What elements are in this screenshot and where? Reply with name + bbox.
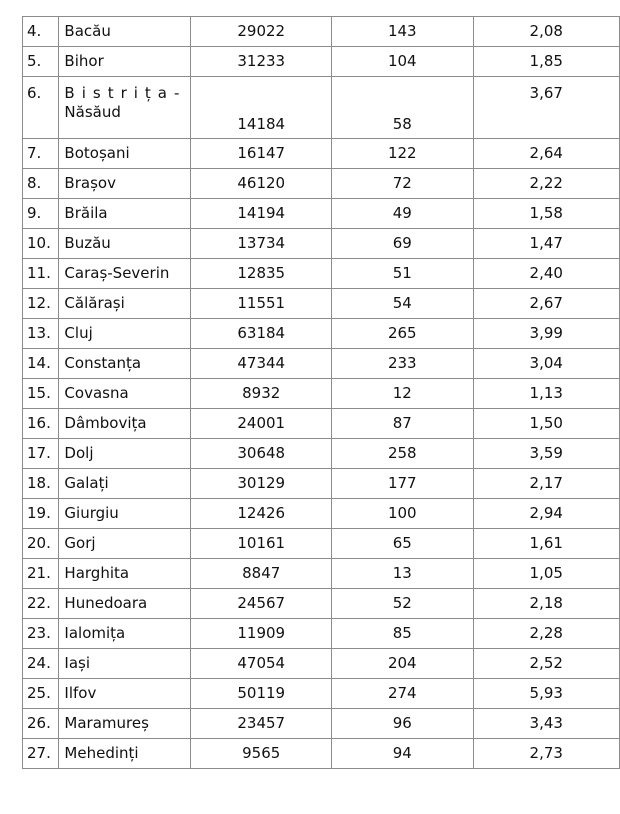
value-col-3: 2,94: [473, 499, 619, 529]
county-name-line-1: Bistrița-: [64, 84, 187, 102]
value-col-1: 46120: [191, 169, 332, 199]
county-name: Călărași: [59, 289, 191, 319]
value-col-2: 72: [332, 169, 473, 199]
row-number: 10.: [23, 229, 59, 259]
table-row: [23, 589, 620, 619]
table-row: [23, 319, 620, 349]
table-row: [23, 409, 620, 439]
row-number: 27.: [23, 739, 59, 769]
row-number: 9.: [23, 199, 59, 229]
value-col-1: 13734: [191, 229, 332, 259]
value-col-3: 5,93: [473, 679, 619, 709]
county-name: [59, 77, 191, 139]
county-name: Iași: [59, 649, 191, 679]
table-row: [23, 229, 620, 259]
value-col-3: 2,08: [473, 17, 619, 47]
county-name: Harghita: [59, 559, 191, 589]
value-col-2: 258: [332, 439, 473, 469]
table-row: [23, 649, 620, 679]
value-col-3: 2,52: [473, 649, 619, 679]
value-col-1: 12426: [191, 499, 332, 529]
value-col-3: 2,22: [473, 169, 619, 199]
value-col-2: 69: [332, 229, 473, 259]
value-col-2: 12: [332, 379, 473, 409]
row-number: 24.: [23, 649, 59, 679]
table-row: [23, 529, 620, 559]
value-col-2: 85: [332, 619, 473, 649]
value-col-1: 8847: [191, 559, 332, 589]
table-row: [23, 709, 620, 739]
county-name-line-2: Năsăud: [64, 103, 121, 121]
value-col-3: 3,99: [473, 319, 619, 349]
value-col-1: 23457: [191, 709, 332, 739]
row-number: 7.: [23, 139, 59, 169]
county-name: Gorj: [59, 529, 191, 559]
table-row: [23, 289, 620, 319]
table-row: [23, 77, 620, 139]
county-name: Buzău: [59, 229, 191, 259]
county-name: Galați: [59, 469, 191, 499]
value-col-2: 96: [332, 709, 473, 739]
value-col-1: 24567: [191, 589, 332, 619]
value-col-3: 1,58: [473, 199, 619, 229]
county-name: Covasna: [59, 379, 191, 409]
table-row: [23, 169, 620, 199]
county-name: Dâmbovița: [59, 409, 191, 439]
county-name: Bihor: [59, 47, 191, 77]
value-col-1: 14184: [191, 77, 332, 139]
row-number: 6.: [23, 77, 59, 139]
county-name: Ialomița: [59, 619, 191, 649]
value-col-1: 63184: [191, 319, 332, 349]
value-col-1: 12835: [191, 259, 332, 289]
table-row: [23, 619, 620, 649]
value-col-2: 265: [332, 319, 473, 349]
table-row: [23, 47, 620, 77]
value-col-1: 11551: [191, 289, 332, 319]
value-col-1: 16147: [191, 139, 332, 169]
value-col-2: 143: [332, 17, 473, 47]
value-col-1: 50119: [191, 679, 332, 709]
county-data-table: [22, 16, 620, 769]
table-row: [23, 679, 620, 709]
value-col-1: 29022: [191, 17, 332, 47]
value-col-1: 24001: [191, 409, 332, 439]
value-col-3: 1,05: [473, 559, 619, 589]
county-name: Mehedinți: [59, 739, 191, 769]
row-number: 21.: [23, 559, 59, 589]
value-col-3: 2,40: [473, 259, 619, 289]
row-number: 15.: [23, 379, 59, 409]
row-number: 13.: [23, 319, 59, 349]
value-col-2: 177: [332, 469, 473, 499]
row-number: 23.: [23, 619, 59, 649]
value-col-1: 9565: [191, 739, 332, 769]
row-number: 18.: [23, 469, 59, 499]
value-col-3: 2,17: [473, 469, 619, 499]
value-col-2: 274: [332, 679, 473, 709]
value-col-2: 52: [332, 589, 473, 619]
value-col-3: 1,61: [473, 529, 619, 559]
table-row: [23, 17, 620, 47]
row-number: 11.: [23, 259, 59, 289]
value-col-3: 2,67: [473, 289, 619, 319]
county-name: Maramureș: [59, 709, 191, 739]
table-row: [23, 559, 620, 589]
value-col-2: 58: [332, 77, 473, 139]
value-col-3: 3,59: [473, 439, 619, 469]
value-col-2: 54: [332, 289, 473, 319]
row-number: 26.: [23, 709, 59, 739]
value-col-2: 233: [332, 349, 473, 379]
table-row: [23, 379, 620, 409]
table-row: [23, 199, 620, 229]
value-col-1: 30648: [191, 439, 332, 469]
row-number: 25.: [23, 679, 59, 709]
value-col-3: 1,85: [473, 47, 619, 77]
value-col-1: 10161: [191, 529, 332, 559]
value-col-1: 30129: [191, 469, 332, 499]
row-number: 17.: [23, 439, 59, 469]
county-name: Ilfov: [59, 679, 191, 709]
value-col-3: 1,47: [473, 229, 619, 259]
value-col-3: 3,43: [473, 709, 619, 739]
value-col-3: 2,73: [473, 739, 619, 769]
value-col-3: 1,50: [473, 409, 619, 439]
county-name: Botoșani: [59, 139, 191, 169]
county-name: Brăila: [59, 199, 191, 229]
value-col-1: 47054: [191, 649, 332, 679]
county-name: Caraș-Severin: [59, 259, 191, 289]
value-col-2: 51: [332, 259, 473, 289]
value-col-2: 104: [332, 47, 473, 77]
value-col-2: 13: [332, 559, 473, 589]
value-col-2: 87: [332, 409, 473, 439]
row-number: 19.: [23, 499, 59, 529]
county-name: Brașov: [59, 169, 191, 199]
value-col-1: 8932: [191, 379, 332, 409]
county-name: Bacău: [59, 17, 191, 47]
table-row: [23, 349, 620, 379]
value-col-3: 2,64: [473, 139, 619, 169]
row-number: 16.: [23, 409, 59, 439]
row-number: 5.: [23, 47, 59, 77]
value-col-1: 14194: [191, 199, 332, 229]
table-row: [23, 139, 620, 169]
county-name: Cluj: [59, 319, 191, 349]
table-row: [23, 439, 620, 469]
value-col-3: 1,13: [473, 379, 619, 409]
row-number: 4.: [23, 17, 59, 47]
table-row: [23, 499, 620, 529]
value-col-2: 49: [332, 199, 473, 229]
value-col-2: 65: [332, 529, 473, 559]
row-number: 12.: [23, 289, 59, 319]
county-name: Constanța: [59, 349, 191, 379]
value-col-2: 100: [332, 499, 473, 529]
value-col-3: 2,18: [473, 589, 619, 619]
value-col-3: 3,04: [473, 349, 619, 379]
value-col-2: 94: [332, 739, 473, 769]
row-number: 20.: [23, 529, 59, 559]
row-number: 22.: [23, 589, 59, 619]
table-row: [23, 259, 620, 289]
row-number: 14.: [23, 349, 59, 379]
value-col-1: 11909: [191, 619, 332, 649]
value-col-3: 2,28: [473, 619, 619, 649]
county-name: Dolj: [59, 439, 191, 469]
table-row: [23, 469, 620, 499]
value-col-3: 3,67: [473, 77, 619, 139]
county-name: Hunedoara: [59, 589, 191, 619]
value-col-2: 204: [332, 649, 473, 679]
row-number: 8.: [23, 169, 59, 199]
table-row: [23, 739, 620, 769]
value-col-1: 47344: [191, 349, 332, 379]
value-col-1: 31233: [191, 47, 332, 77]
county-name: Giurgiu: [59, 499, 191, 529]
value-col-2: 122: [332, 139, 473, 169]
